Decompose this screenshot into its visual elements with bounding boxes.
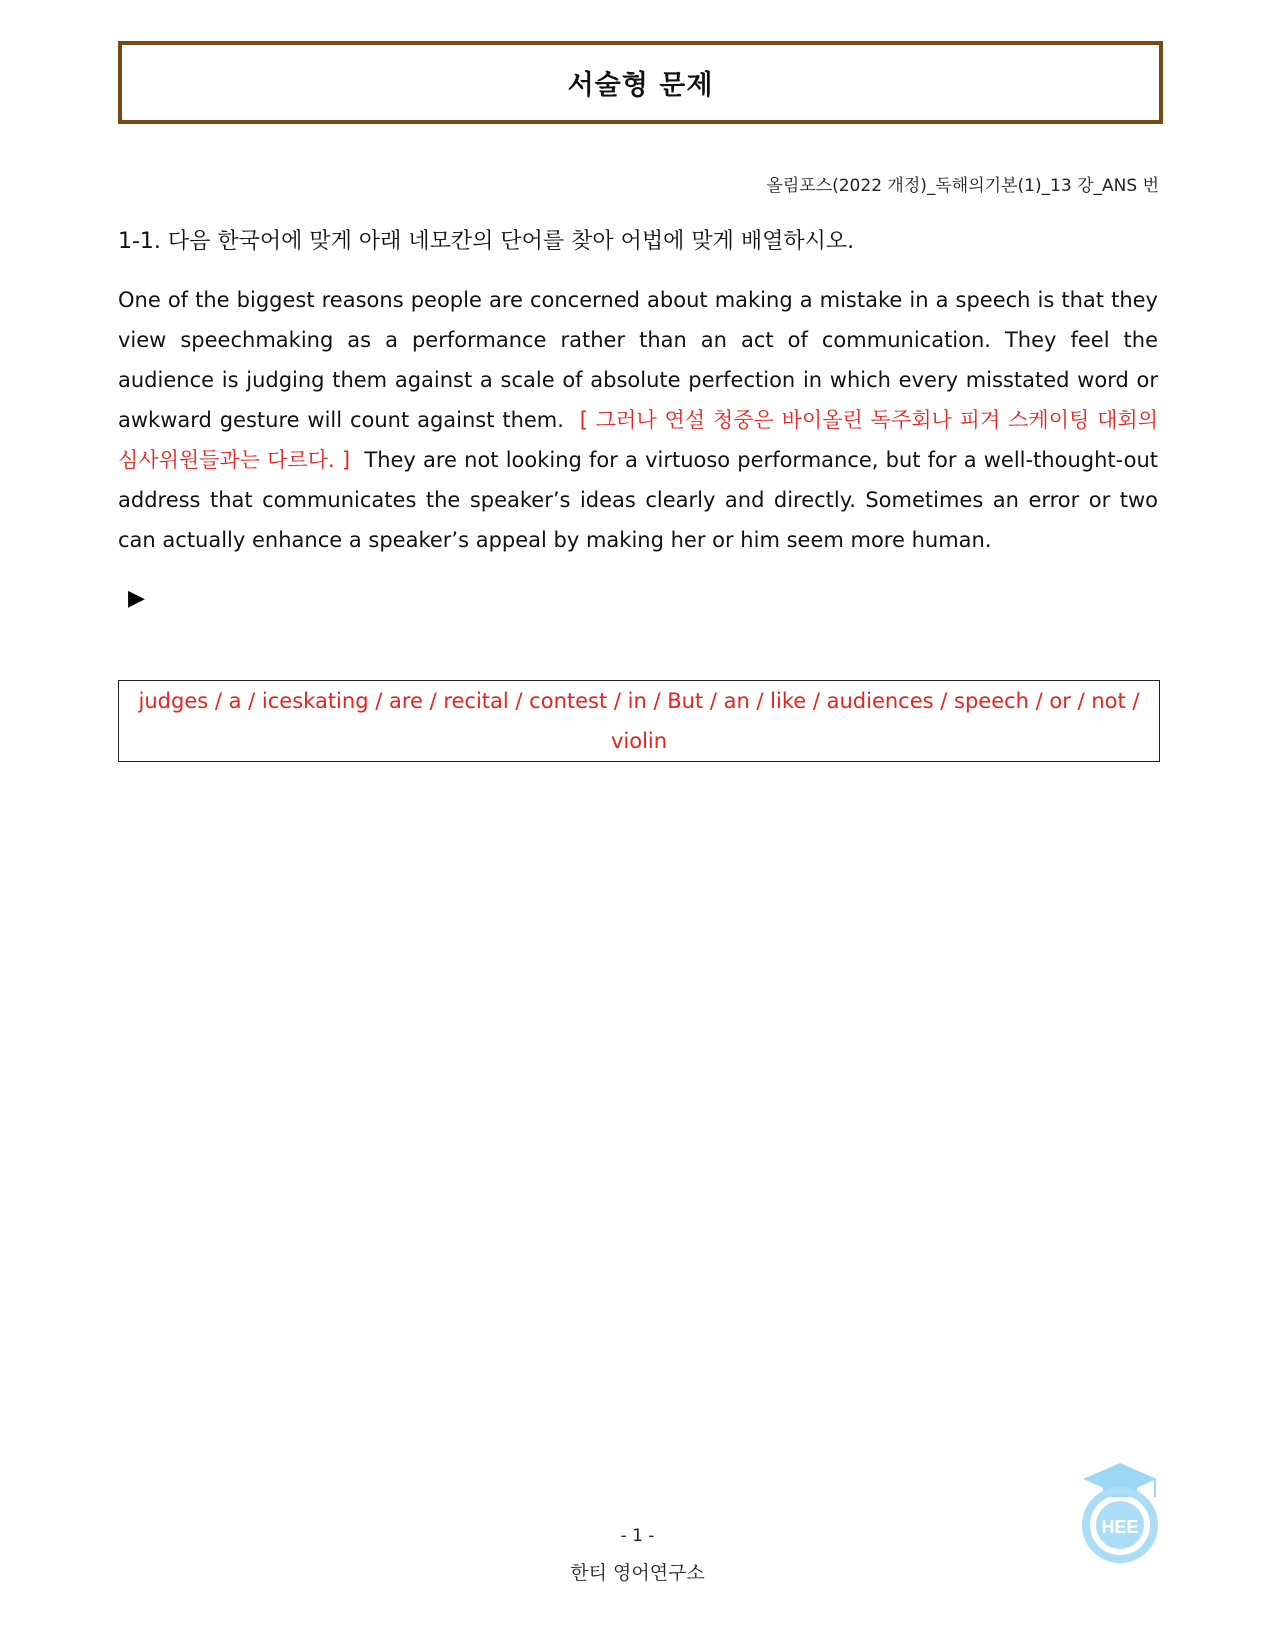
passage-text-after: They are not looking for a virtuoso performance, but for a well-thought-out address that communicates the speaker’s ideas clearly and directly. Sometimes an error or two can actually enhance a speaker’s appeal by making her or him seem more human. — [118, 448, 1159, 552]
logo-text: HEE — [1101, 1517, 1139, 1537]
title-box — [118, 41, 1163, 124]
source-reference: 올림포스(2022 개정)_독해의기본(1)_13 강_ANS 번 — [766, 176, 1159, 196]
footer-organization: 한티 영어연구소 — [570, 1562, 705, 1584]
passage-text-before: One of the biggest reasons people are concerned about making a mistake in a speech is that they view speechmaking as a performance rather than an act of communication. They feel the audience is judging them against a scale of absolute perfection in which every misstated word or awkward gesture will count against them. — [118, 288, 1158, 432]
word-list: judges / a / iceskating / are / recital / contest / in / But / an / like / audiences / speech / or / not / violin — [138, 689, 1140, 753]
answer-arrow-icon: ▶ — [128, 586, 145, 611]
passage-korean-prompt: [ 그러나 연설 청중은 바이올린 독주회나 피겨 스케이팅 대회의 심사위원들과는 다르다. ] — [118, 408, 1158, 472]
page-number: - 1 - — [620, 1526, 655, 1546]
hee-logo — [1075, 1455, 1165, 1565]
word-box — [118, 680, 1160, 762]
passage — [118, 280, 1158, 560]
question-prompt: 1-1. 다음 한국어에 맞게 아래 네모칸의 단어를 찾아 어법에 맞게 배열하시오. — [118, 229, 855, 254]
page-title: 서술형 문제 — [567, 70, 714, 101]
